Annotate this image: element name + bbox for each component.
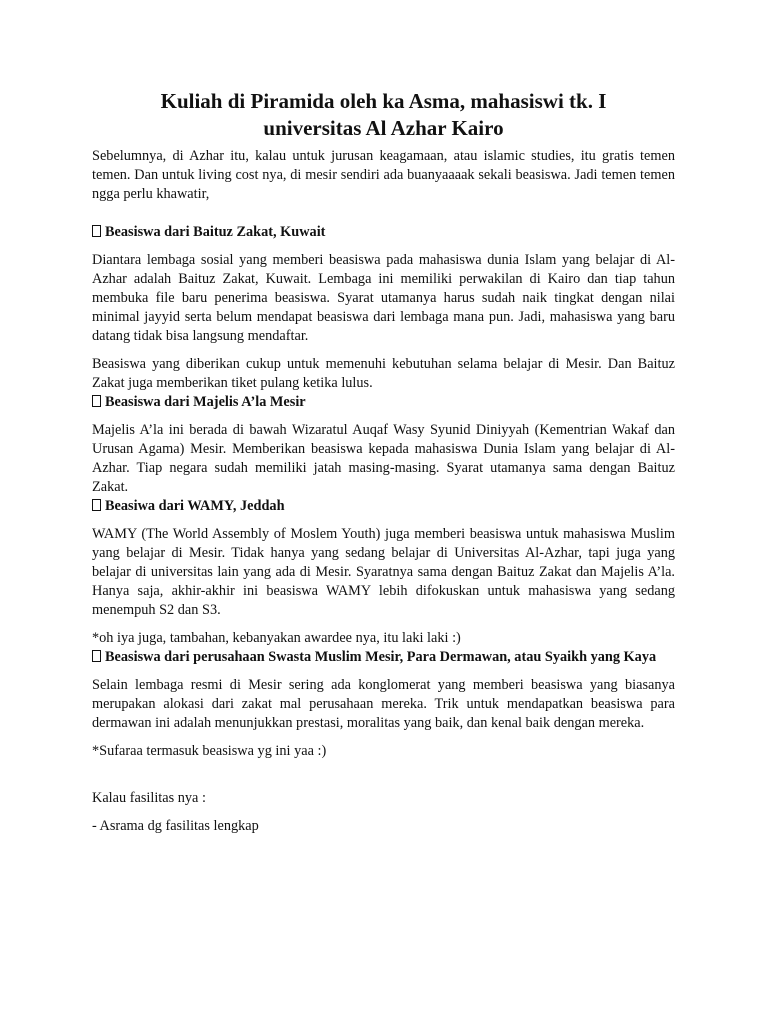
- checkbox-bullet-icon: [92, 225, 101, 237]
- section-heading-swasta: [92, 648, 675, 667]
- section-heading-wamy: [92, 497, 675, 516]
- facilities-item: - Asrama dg fasilitas lengkap: [92, 818, 259, 834]
- document-page: [92, 88, 675, 836]
- checkbox-bullet-icon: [92, 395, 101, 407]
- title-line-1: Kuliah di Piramida oleh ka Asma, mahasiswi tk. I: [160, 89, 607, 113]
- heading-text: Beasiswa dari Majelis A’la Mesir: [105, 394, 306, 410]
- checkbox-bullet-icon: [92, 499, 101, 511]
- intro-paragraph: Sebelumnya, di Azhar itu, kalau untuk jurusan keagamaan, atau islamic studies, itu gratis temen temen. Dan untuk living cost nya, di mesir sendiri ada buanyaaaak sekali beasiswa. Jadi temen temen ngga perlu khawatir,: [92, 148, 675, 202]
- title-line-2: universitas Al Azhar Kairo: [263, 116, 504, 140]
- blank-line: [92, 204, 675, 223]
- section-heading-majelis-ala: [92, 393, 675, 412]
- document-title: [92, 88, 675, 142]
- paragraph: Beasiswa yang diberikan cukup untuk memenuhi kebutuhan selama belajar di Mesir. Dan Baituz Zakat juga memberikan tiket pulang ketika lulus.: [92, 356, 675, 391]
- paragraph: WAMY (The World Assembly of Moslem Youth) juga memberi beasiswa untuk mahasiswa Muslim yang belajar di Mesir. Tidak hanya yang sedang belajar di Universitas Al-Azhar, tapi juga yang belajar di universitas lain yang ada di Mesir. Syaratnya sama dengan Baituz Zakat dan Majelis A’la. Hanya saja, akhir-akhir ini beasiswa WAMY lebih difokuskan untuk mahasiswa yang sedang menempuh S2 dan S3.: [92, 526, 675, 618]
- blank-line: [92, 761, 675, 780]
- paragraph: Majelis A’la ini berada di bawah Wizaratul Auqaf Wasy Syunid Diniyyah (Kementrian Wakaf dan Urusan Agama) Mesir. Memberikan beasiswa kepada mahasiswa Dunia Islam yang belajar di Al-Azhar. Tiap negara sudah memiliki jatah masing-masing. Syarat utamanya sama dengan Baituz Zakat.: [92, 422, 675, 495]
- heading-text: Beasiwa dari WAMY, Jeddah: [105, 498, 285, 514]
- facilities-intro: Kalau fasilitas nya :: [92, 790, 206, 806]
- section-heading-baituz-zakat: [92, 223, 675, 242]
- checkbox-bullet-icon: [92, 650, 101, 662]
- heading-text: Beasiswa dari Baituz Zakat, Kuwait: [105, 224, 326, 240]
- paragraph: *oh iya juga, tambahan, kebanyakan awardee nya, itu laki laki :): [92, 630, 461, 646]
- heading-text: Beasiswa dari perusahaan Swasta Muslim Mesir, Para Dermawan, atau Syaikh yang Kaya: [105, 649, 657, 665]
- paragraph: Diantara lembaga sosial yang memberi beasiswa pada mahasiswa dunia Islam yang belajar di Al-Azhar adalah Baituz Zakat, Kuwait. Lembaga ini memiliki perwakilan di Kairo dan tiap tahun membuka file baru penerima beasiswa. Syarat utamanya harus sudah naik tingkat dengan nilai minimal jayyid serta belum mendapat beasiswa dari lembaga mana pun. Jadi, mahasiswa yang baru datang tidak bisa langsung mendaftar.: [92, 252, 675, 344]
- paragraph: Selain lembaga resmi di Mesir sering ada konglomerat yang memberi beasiswa yang biasanya merupakan alokasi dari zakat mal perusahaan mereka. Trik untuk mendapatkan beasiswa para dermawan ini adalah menunjukkan prestasi, moralitas yang baik, dan kenal baik dengan mereka.: [92, 677, 675, 731]
- paragraph: *Sufaraa termasuk beasiswa yg ini yaa :): [92, 743, 327, 759]
